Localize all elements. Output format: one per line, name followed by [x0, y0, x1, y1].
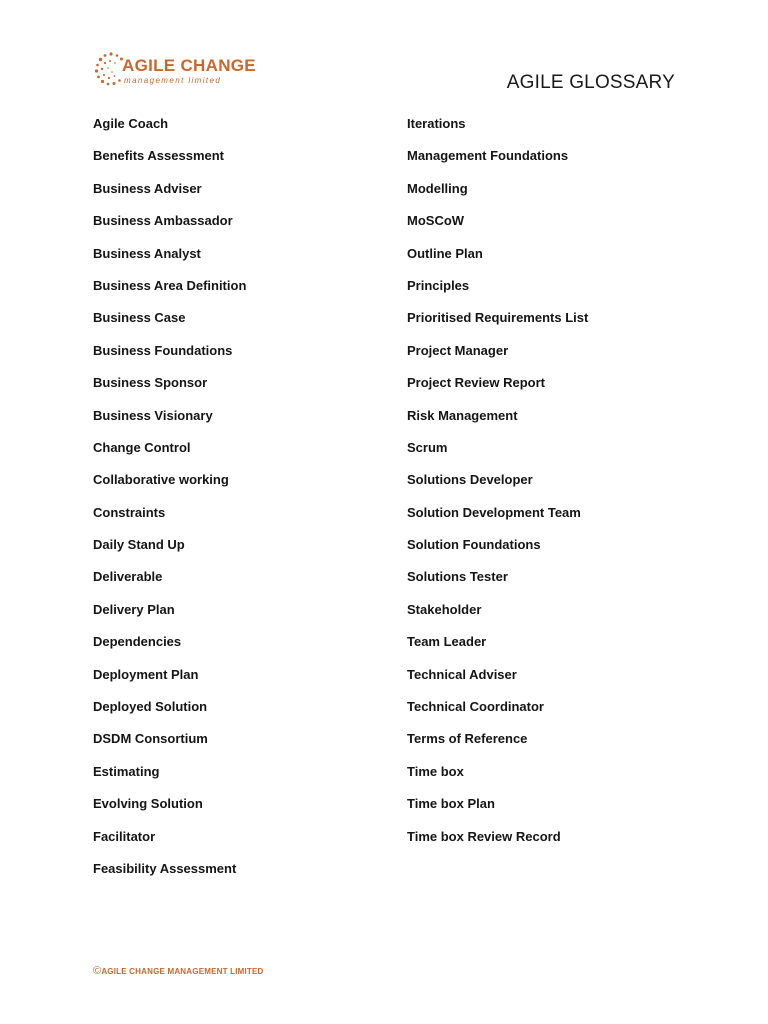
glossary-term: Estimating	[93, 763, 160, 779]
glossary-term: Feasibility Assessment	[93, 860, 237, 876]
glossary-term: Outline Plan	[407, 245, 483, 261]
glossary-term: Time box Review Record	[407, 828, 561, 844]
glossary-term: Business Ambassador	[93, 213, 233, 229]
footer-company-name: AGILE CHANGE MANAGEMENT LIMITED	[101, 967, 264, 976]
glossary-right-column	[407, 113, 588, 858]
glossary-term: Business Case	[93, 310, 186, 326]
glossary-term: Solution Development Team	[407, 504, 581, 520]
copyright-symbol: ©	[93, 965, 102, 977]
glossary-term: Scrum	[407, 439, 448, 455]
glossary-term: Stakeholder	[407, 601, 482, 617]
glossary-term: Technical Adviser	[407, 666, 517, 682]
glossary-term: Management Foundations	[407, 148, 569, 164]
glossary-term: Prioritised Requirements List	[407, 310, 589, 326]
glossary-term: Project Manager	[407, 342, 509, 358]
glossary-term: Technical Coordinator	[407, 699, 544, 715]
glossary-term: Deployed Solution	[93, 699, 208, 715]
glossary-term: Collaborative working	[93, 472, 229, 488]
glossary-term: Daily Stand Up	[93, 537, 185, 553]
glossary-term: Team Leader	[407, 634, 487, 650]
glossary-term: Dependencies	[93, 634, 182, 650]
glossary-term: Evolving Solution	[93, 796, 203, 812]
glossary-term: Terms of Reference	[407, 731, 528, 747]
glossary-term: Business Sponsor	[93, 375, 208, 391]
glossary-term: Business Foundations	[93, 342, 233, 358]
glossary-term: Facilitator	[93, 828, 156, 844]
glossary-term: Delivery Plan	[93, 601, 175, 617]
glossary-term: Project Review Report	[407, 375, 545, 391]
footer-copyright	[93, 965, 264, 977]
glossary-term: Deliverable	[93, 569, 163, 585]
glossary-term: Time box	[407, 763, 464, 779]
glossary-term: DSDM Consortium	[93, 731, 208, 747]
glossary-term: Agile Coach	[93, 116, 169, 131]
glossary-left-column	[93, 113, 246, 890]
glossary-term: Time box Plan	[407, 796, 495, 812]
glossary-term: Risk Management	[407, 407, 518, 423]
glossary-term: Solutions Developer	[407, 472, 533, 488]
glossary-term: Principles	[407, 277, 470, 293]
glossary-term: Business Visionary	[93, 407, 213, 423]
glossary-term: Solution Foundations	[407, 537, 541, 553]
glossary-term: Business Analyst	[93, 245, 201, 261]
glossary-term: Iterations	[407, 116, 466, 131]
glossary-term: Constraints	[93, 504, 166, 520]
glossary-term: Deployment Plan	[93, 666, 199, 682]
page-title: AGILE GLOSSARY	[506, 72, 675, 93]
glossary-term: Modelling	[407, 180, 468, 196]
logo-tagline: management limited	[124, 76, 222, 85]
logo-company-name: AGILE CHANGE	[122, 56, 256, 75]
company-logo	[92, 50, 292, 90]
glossary-term: Solutions Tester	[407, 569, 508, 585]
glossary-term: Business Area Definition	[93, 277, 247, 293]
glossary-term: MoSCoW	[407, 213, 465, 229]
glossary-term: Business Adviser	[93, 180, 202, 196]
glossary-term: Benefits Assessment	[93, 148, 225, 164]
glossary-term: Change Control	[93, 439, 191, 455]
